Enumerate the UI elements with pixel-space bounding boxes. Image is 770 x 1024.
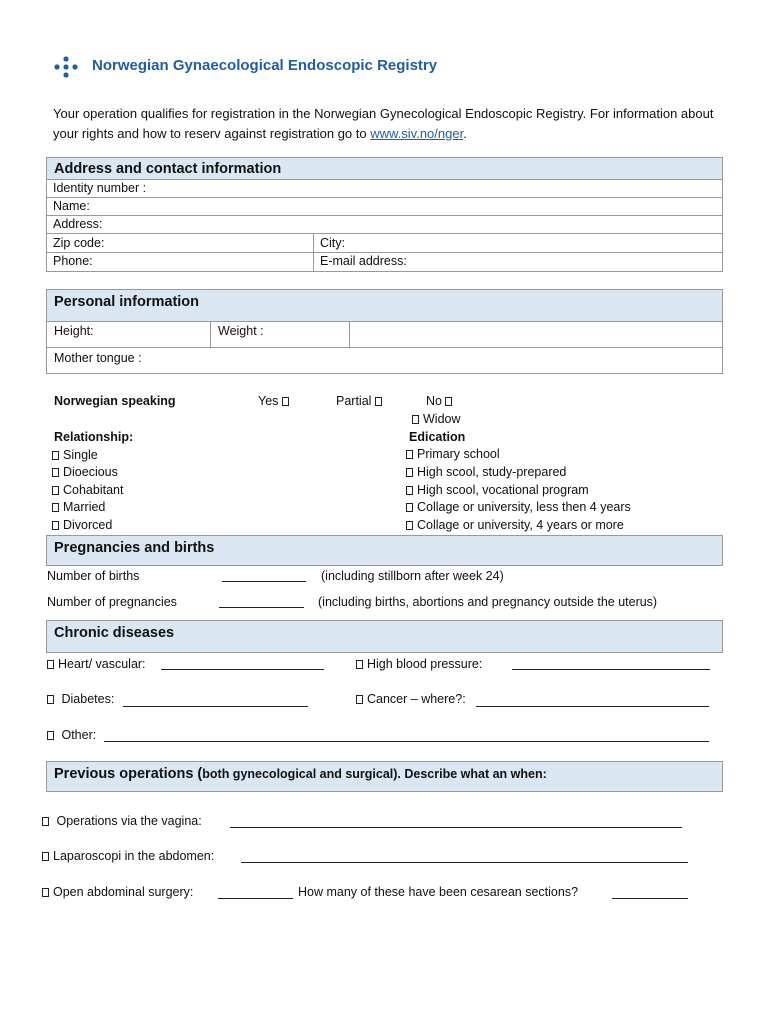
relationship-option-single[interactable] xyxy=(52,448,98,462)
laparoscopy-option[interactable] xyxy=(42,849,214,863)
open-surgery-option[interactable] xyxy=(42,885,193,899)
checkbox-icon[interactable] xyxy=(406,450,413,459)
checkbox-icon[interactable] xyxy=(52,503,59,512)
checkbox-icon[interactable] xyxy=(47,731,54,740)
checkbox-icon[interactable] xyxy=(356,660,363,669)
vagina-label: Operations via the vagina: xyxy=(56,814,202,828)
open-label: Open abdominal surgery: xyxy=(53,885,194,899)
other-input[interactable] xyxy=(104,741,709,742)
checkbox-icon[interactable] xyxy=(42,852,49,861)
births-input[interactable] xyxy=(222,581,306,582)
laparoscopy-label: Laparoscopi in the abdomen: xyxy=(53,849,215,863)
cancer-input[interactable] xyxy=(476,706,709,707)
checkbox-icon[interactable] xyxy=(42,888,49,897)
registry-name: Norwegian Gynaecological Endoscopic Registry xyxy=(92,57,438,74)
cancer-option[interactable] xyxy=(356,692,466,706)
mother-tongue-field[interactable]: Mother tongue : xyxy=(54,351,142,365)
name-field[interactable]: Name: xyxy=(53,199,90,213)
checkbox-icon[interactable] xyxy=(412,415,419,424)
heart-label: Heart/ vascular: xyxy=(58,657,146,671)
option-label: High scool, vocational program xyxy=(417,483,589,497)
open-surgery-input[interactable] xyxy=(218,898,293,899)
vagina-input[interactable] xyxy=(230,827,682,828)
option-label: Collage or university, less then 4 years xyxy=(417,500,631,514)
address-section-header: Address and contact information xyxy=(46,157,723,180)
norwegian-yes-label: Yes xyxy=(258,394,279,408)
option-label: Collage or university, 4 years or more xyxy=(417,518,624,532)
personal-section-header: Personal information xyxy=(46,289,723,322)
education-option-4-more[interactable] xyxy=(406,518,624,532)
email-field[interactable]: E-mail address: xyxy=(320,254,407,268)
checkbox-icon[interactable] xyxy=(406,486,413,495)
registry-link[interactable]: www.siv.no/nger xyxy=(370,126,464,141)
relationship-option-cohabitant[interactable] xyxy=(52,483,123,497)
checkbox-icon[interactable] xyxy=(52,451,59,460)
checkbox-icon[interactable] xyxy=(282,397,289,406)
pregnancies-note: (including births, abortions and pregnancy outside the uterus) xyxy=(318,595,658,609)
logo-mark-icon xyxy=(53,53,93,81)
intro-text: Your operation qualifies for registration in the Norwegian Gynecological Endoscopic Registry. For information about your rights and how to reserv against registration go to xyxy=(53,106,714,141)
norwegian-partial-label: Partial xyxy=(336,394,372,408)
vagina-option[interactable] xyxy=(42,814,202,828)
bp-input[interactable] xyxy=(512,669,710,670)
checkbox-icon[interactable] xyxy=(445,397,452,406)
diabetes-label: Diabetes: xyxy=(61,692,115,706)
relationship-option-divorced[interactable] xyxy=(52,518,112,532)
relationship-option-dioecious[interactable] xyxy=(52,465,118,479)
pregnancies-label: Number of pregnancies xyxy=(47,595,177,609)
option-label: Cohabitant xyxy=(63,483,124,497)
other-label: Other: xyxy=(61,728,97,742)
option-label: Married xyxy=(63,500,106,514)
height-field[interactable]: Height: xyxy=(54,324,94,338)
norwegian-speaking-label: Norwegian speaking xyxy=(54,394,176,408)
relationship-option-married[interactable] xyxy=(52,500,105,514)
option-label: Primary school xyxy=(417,447,500,461)
diabetes-option[interactable] xyxy=(47,692,114,706)
heart-input[interactable] xyxy=(161,669,324,670)
intro-paragraph xyxy=(53,104,733,144)
education-option-vocational[interactable] xyxy=(406,483,589,497)
previous-header-main: Previous operations ( xyxy=(54,766,203,782)
previous-header-sub: both gynecological and surgical). Describe what an when: xyxy=(202,767,547,781)
previous-section-header xyxy=(46,761,723,792)
checkbox-icon[interactable] xyxy=(375,397,382,406)
checkbox-icon[interactable] xyxy=(52,521,59,530)
widow-label: Widow xyxy=(423,412,461,426)
norwegian-no-label: No xyxy=(426,394,442,408)
checkbox-icon[interactable] xyxy=(356,695,363,704)
checkbox-icon[interactable] xyxy=(52,468,59,477)
cesarean-input[interactable] xyxy=(612,898,688,899)
education-option-primary[interactable] xyxy=(406,447,500,461)
intro-end: . xyxy=(463,126,467,141)
zip-code-field[interactable]: Zip code: xyxy=(53,236,105,250)
phone-field[interactable]: Phone: xyxy=(53,254,93,268)
checkbox-icon[interactable] xyxy=(406,503,413,512)
cesarean-label: How many of these have been cesarean sections? xyxy=(298,885,579,899)
widow-option[interactable] xyxy=(412,412,461,426)
weight-field[interactable]: Weight : xyxy=(218,324,264,338)
identity-number-field[interactable]: Identity number : xyxy=(53,181,147,195)
checkbox-icon[interactable] xyxy=(47,660,54,669)
option-label: High scool, study-prepared xyxy=(417,465,567,479)
checkbox-icon[interactable] xyxy=(47,695,54,704)
option-label: Dioecious xyxy=(63,465,118,479)
heart-option[interactable] xyxy=(47,657,146,671)
pregnancies-section-header: Pregnancies and births xyxy=(46,535,723,566)
diabetes-input[interactable] xyxy=(123,706,308,707)
option-label: Divorced xyxy=(63,518,113,532)
checkbox-icon[interactable] xyxy=(406,521,413,530)
births-label: Number of births xyxy=(47,569,140,583)
address-field[interactable]: Address: xyxy=(53,217,103,231)
checkbox-icon[interactable] xyxy=(52,486,59,495)
laparoscopy-input[interactable] xyxy=(241,862,688,863)
education-label: Edication xyxy=(409,430,466,444)
other-option[interactable] xyxy=(47,728,96,742)
bp-option[interactable] xyxy=(356,657,482,671)
chronic-section-header: Chronic diseases xyxy=(46,620,723,653)
cancer-label: Cancer – where?: xyxy=(367,692,466,706)
bp-label: High blood pressure: xyxy=(367,657,483,671)
city-field[interactable]: City: xyxy=(320,236,345,250)
option-label: Single xyxy=(63,448,98,462)
checkbox-icon[interactable] xyxy=(42,817,49,826)
checkbox-icon[interactable] xyxy=(406,468,413,477)
education-option-study-prepared[interactable] xyxy=(406,465,566,479)
registry-logo xyxy=(53,53,93,81)
norwegian-yes-option[interactable] xyxy=(258,394,293,408)
relationship-label: Relationship: xyxy=(54,430,134,444)
education-option-less-4[interactable] xyxy=(406,500,631,514)
norwegian-no-option[interactable] xyxy=(426,394,456,408)
pregnancies-input[interactable] xyxy=(219,607,304,608)
births-note: (including stillborn after week 24) xyxy=(321,569,504,583)
norwegian-partial-option[interactable] xyxy=(336,394,386,408)
